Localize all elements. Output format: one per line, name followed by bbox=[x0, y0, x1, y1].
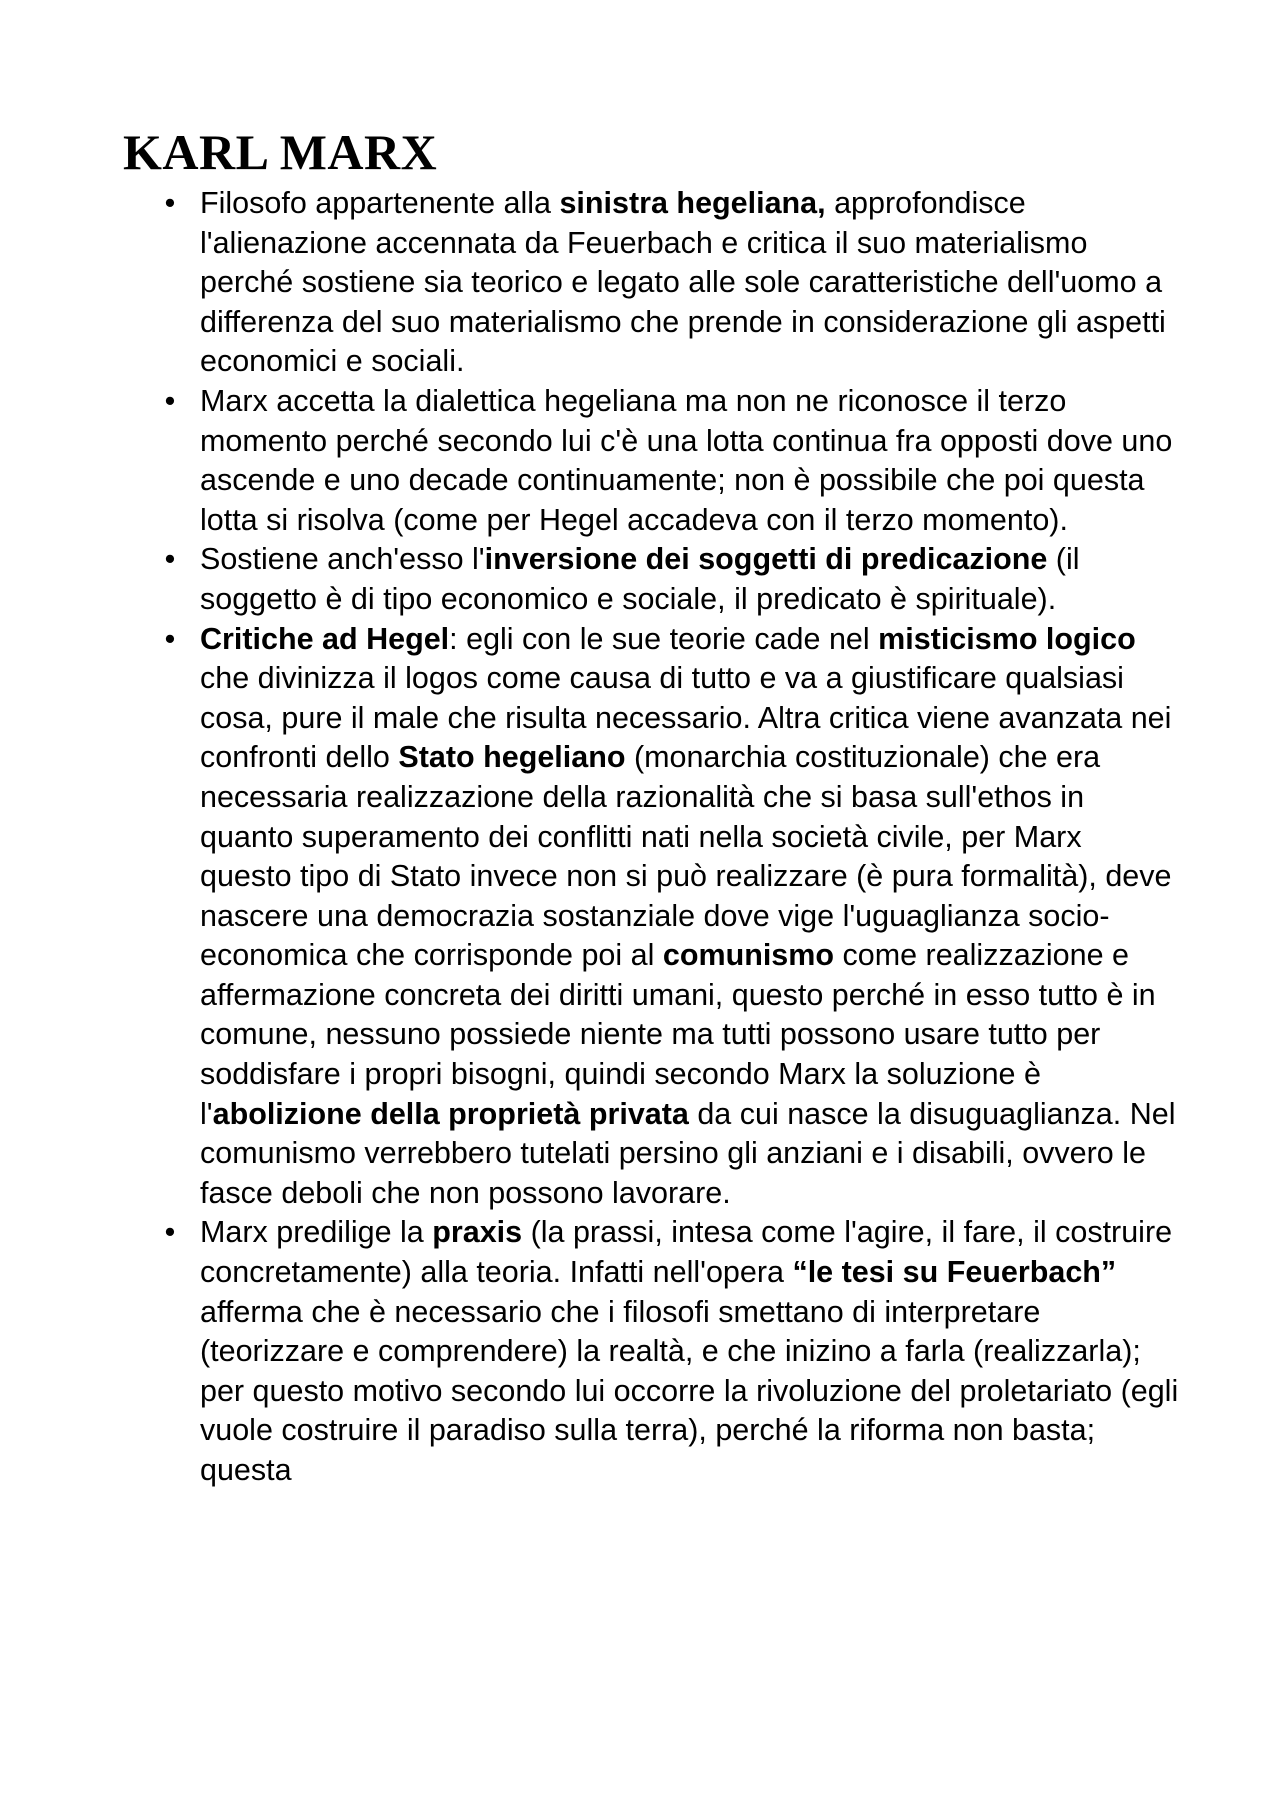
bullet-list bbox=[164, 184, 1180, 1491]
text-segment: Marx predilige la bbox=[200, 1215, 433, 1250]
text-segment: che divinizza il logos come causa di tutto e va a giustificare qualsiasi cosa, pure il male che risulta necessario. Altra critica viene avanzata nei confronti dello bbox=[200, 661, 1172, 775]
bullet-icon: • bbox=[164, 542, 176, 577]
bold-text: Stato hegeliano bbox=[398, 740, 626, 775]
text-segment: approfondisce l'alienazione accennata da Feuerbach e critica il suo materialismo perché sostiene sia teorico e legato alle sole caratteristiche dell'uomo a differenza del suo materialismo che prende in considerazione gli aspetti economici e sociali. bbox=[200, 186, 1166, 379]
bold-text: abolizione della proprietà privata bbox=[212, 1096, 689, 1131]
bold-text: “le tesi su Feuerbach” bbox=[792, 1255, 1117, 1290]
text-segment: (il soggetto è di tipo economico e sociale, il predicato è spirituale). bbox=[200, 542, 1080, 616]
bold-text: inversione dei soggetti di predicazione bbox=[484, 542, 1048, 577]
text-segment: come realizzazione e affermazione concreta dei diritti umani, questo perché in esso tutto è in comune, nessuno possiede niente ma tutti possono usare tutto per soddisfare i propri bisogni, quindi secondo Marx la soluzione è l' bbox=[200, 938, 1156, 1131]
bullet-icon: • bbox=[164, 186, 176, 220]
text-segment: Filosofo appartenente alla bbox=[200, 186, 560, 220]
list-item bbox=[164, 1213, 1180, 1490]
bold-text: comunismo bbox=[662, 938, 835, 973]
bold-text: misticismo logico bbox=[878, 621, 1136, 656]
document-title: KARL MARX bbox=[123, 124, 438, 180]
bold-text: praxis bbox=[432, 1215, 523, 1250]
bullet-icon: • bbox=[164, 383, 176, 418]
bullet-icon: • bbox=[164, 1215, 176, 1250]
bold-text: Critiche ad Hegel bbox=[200, 621, 450, 656]
list-item bbox=[164, 540, 1180, 619]
text-segment: afferma che è necessario che i filosofi smettano di interpretare (teorizzare e comprendere) la realtà, e che inizino a farla (realizzarla); per questo motivo secondo lui occorre la rivoluzione del proletariato (egli vuole costruire il paradiso sulla terra), perché la riforma non basta; questa bbox=[200, 1294, 1179, 1487]
bold-text: sinistra hegeliana, bbox=[559, 186, 826, 220]
list-item bbox=[164, 184, 1180, 382]
bullet-icon: • bbox=[164, 621, 176, 656]
text-segment: : egli con le sue teorie cade nel bbox=[449, 621, 879, 656]
text-segment: (monarchia costituzionale) che era necessaria realizzazione della razionalità che si basa sull'ethos in quanto superamento dei conflitti nati nella società civile, per Marx questo tipo di Stato invece non si può realizzare (è pura formalità), deve nascere una democrazia sostanziale dove vige l'uguaglianza socio-economica che corrisponde poi al bbox=[200, 740, 1172, 973]
text-segment: (la prassi, intesa come l'agire, il fare, il costruire concretamente) alla teoria. Infatti nell'opera bbox=[200, 1215, 1173, 1290]
list-item bbox=[164, 620, 1180, 1214]
text-segment: Sostiene anch'esso l' bbox=[200, 542, 485, 577]
text-segment: Marx accetta la dialettica hegeliana ma non ne riconosce il terzo momento perché secondo lui c'è una lotta continua fra opposti dove uno ascende e uno decade continuamente; non è possibile che poi questa lotta si risolva (come per Hegel accadeva con il terzo momento). bbox=[200, 383, 1173, 537]
list-item bbox=[164, 382, 1180, 540]
text-segment: da cui nasce la disuguaglianza. Nel comunismo verrebbero tutelati persino gli anziani e i disabili, ovvero le fasce deboli che non possono lavorare. bbox=[200, 1096, 1176, 1210]
